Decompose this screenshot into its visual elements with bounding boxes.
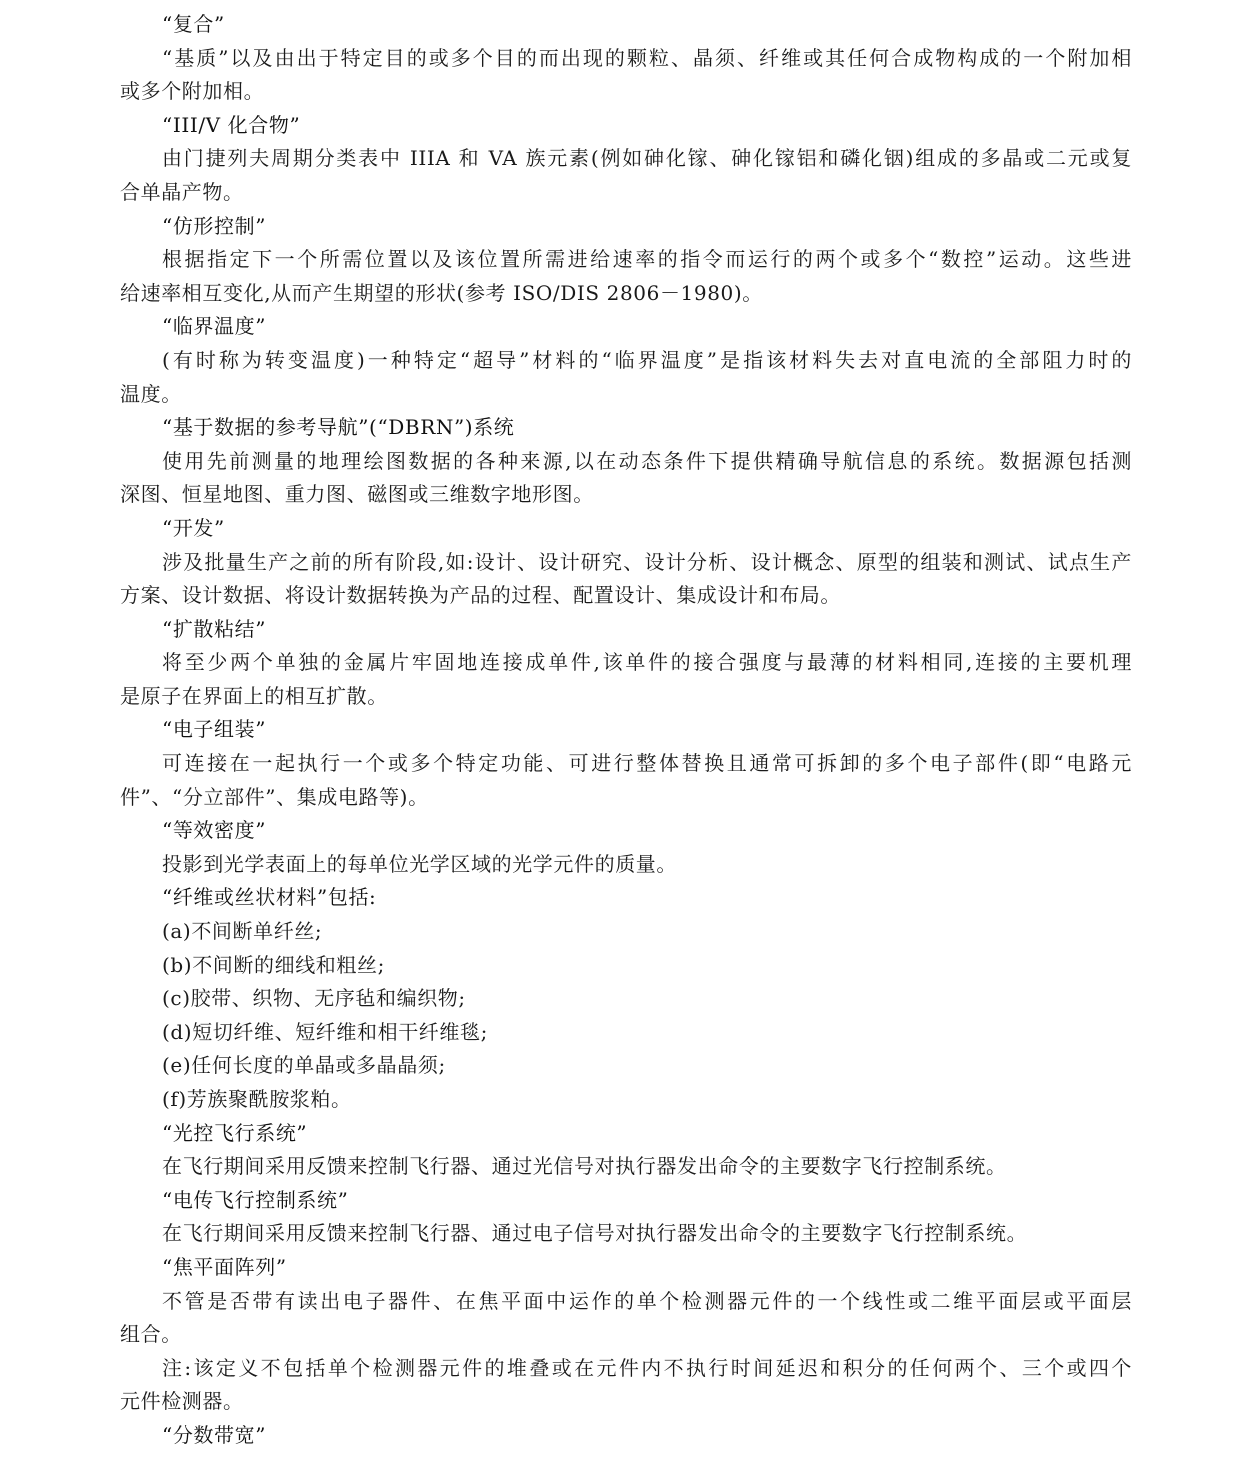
definition-line: 给速率相互变化,从而产生期望的形状(参考 ISO/DIS 2806－1980)。 xyxy=(120,280,763,305)
term-heading: “III/V 化合物” xyxy=(162,112,301,137)
list-item: (e)任何长度的单晶或多晶晶须; xyxy=(162,1053,446,1078)
list-item: (c)胶带、织物、无序毡和编织物; xyxy=(162,986,466,1011)
term-heading: “基于数据的参考导航”(“DBRN”)系统 xyxy=(162,415,515,440)
definition-line: 合单晶产物。 xyxy=(120,179,244,204)
definition-line: 件”、“分立部件”、集成电路等)。 xyxy=(120,784,429,809)
definition-line: 在飞行期间采用反馈来控制飞行器、通过电子信号对执行器发出命令的主要数字飞行控制系统。 xyxy=(162,1221,1028,1246)
definition-line: 或多个附加相。 xyxy=(120,79,265,104)
term-heading: “纤维或丝状材料”包括: xyxy=(162,885,377,910)
term-heading: “焦平面阵列” xyxy=(162,1254,287,1279)
definition-line: 组合。 xyxy=(120,1322,182,1347)
list-item: (b)不间断的细线和粗丝; xyxy=(162,952,385,977)
definition-line: 方案、设计数据、将设计数据转换为产品的过程、配置设计、集成设计和布局。 xyxy=(120,583,841,608)
note-line: 元件检测器。 xyxy=(120,1389,244,1414)
definition-line: 投影到光学表面上的每单位光学区域的光学元件的质量。 xyxy=(162,851,677,876)
definition-line: 涉及批量生产之前的所有阶段,如:设计、设计研究、设计分析、设计概念、原型的组装和测试、试点生产 xyxy=(162,549,1132,574)
list-item: (a)不间断单纤丝; xyxy=(162,919,323,944)
definition-line: (有时称为转变温度)一种特定“超导”材料的“临界温度”是指该材料失去对直电流的全部阻力时的 xyxy=(162,347,1132,372)
term-heading: “电传飞行控制系统” xyxy=(162,1187,349,1212)
definition-line: 温度。 xyxy=(120,381,182,406)
term-heading: “分数带宽” xyxy=(162,1422,267,1447)
term-heading: “等效密度” xyxy=(162,818,267,843)
term-heading: “仿形控制” xyxy=(162,213,267,238)
document-page xyxy=(120,8,1132,1453)
definition-line: 根据指定下一个所需位置以及该位置所需进给速率的指令而运行的两个或多个“数控”运动。这些进 xyxy=(162,247,1132,272)
definition-line: 使用先前测量的地理绘图数据的各种来源,以在动态条件下提供精确导航信息的系统。数据源包括测 xyxy=(162,448,1132,473)
definition-line: 由门捷列夫周期分类表中 IIIA 和 VA 族元素(例如砷化镓、砷化镓铝和磷化铟)组成的多晶或二元或复 xyxy=(162,146,1132,171)
definition-line: 在飞行期间采用反馈来控制飞行器、通过光信号对执行器发出命令的主要数字飞行控制系统。 xyxy=(162,1154,1007,1179)
list-item: (f)芳族聚酰胺浆粕。 xyxy=(162,1087,352,1111)
term-heading: “开发” xyxy=(162,515,225,540)
term-heading: “复合” xyxy=(162,12,225,36)
definition-line: “基质”以及由出于特定目的或多个目的而出现的颗粒、晶须、纤维或其任何合成物构成的一个附加相 xyxy=(162,45,1132,70)
definition-line: 不管是否带有读出电子器件、在焦平面中运作的单个检测器元件的一个线性或二维平面层或平面层 xyxy=(162,1288,1132,1313)
definition-line: 深图、恒星地图、重力图、磁图或三维数字地形图。 xyxy=(120,482,594,507)
term-heading: “扩散粘结” xyxy=(162,616,267,641)
list-item: (d)短切纤维、短纤维和相干纤维毯; xyxy=(162,1019,488,1044)
term-heading: “电子组装” xyxy=(162,717,267,742)
definition-line: 可连接在一起执行一个或多个特定功能、可进行整体替换且通常可拆卸的多个电子部件(即“电路元 xyxy=(162,751,1132,776)
note-line: 注:该定义不包括单个检测器元件的堆叠或在元件内不执行时间延迟和积分的任何两个、三个或四个 xyxy=(162,1355,1132,1380)
definition-line: 将至少两个单独的金属片牢固地连接成单件,该单件的接合强度与最薄的材料相同,连接的主要机理 xyxy=(162,650,1132,675)
term-heading: “光控飞行系统” xyxy=(162,1120,308,1145)
definition-line: 是原子在界面上的相互扩散。 xyxy=(120,683,388,708)
term-heading: “临界温度” xyxy=(162,314,267,339)
